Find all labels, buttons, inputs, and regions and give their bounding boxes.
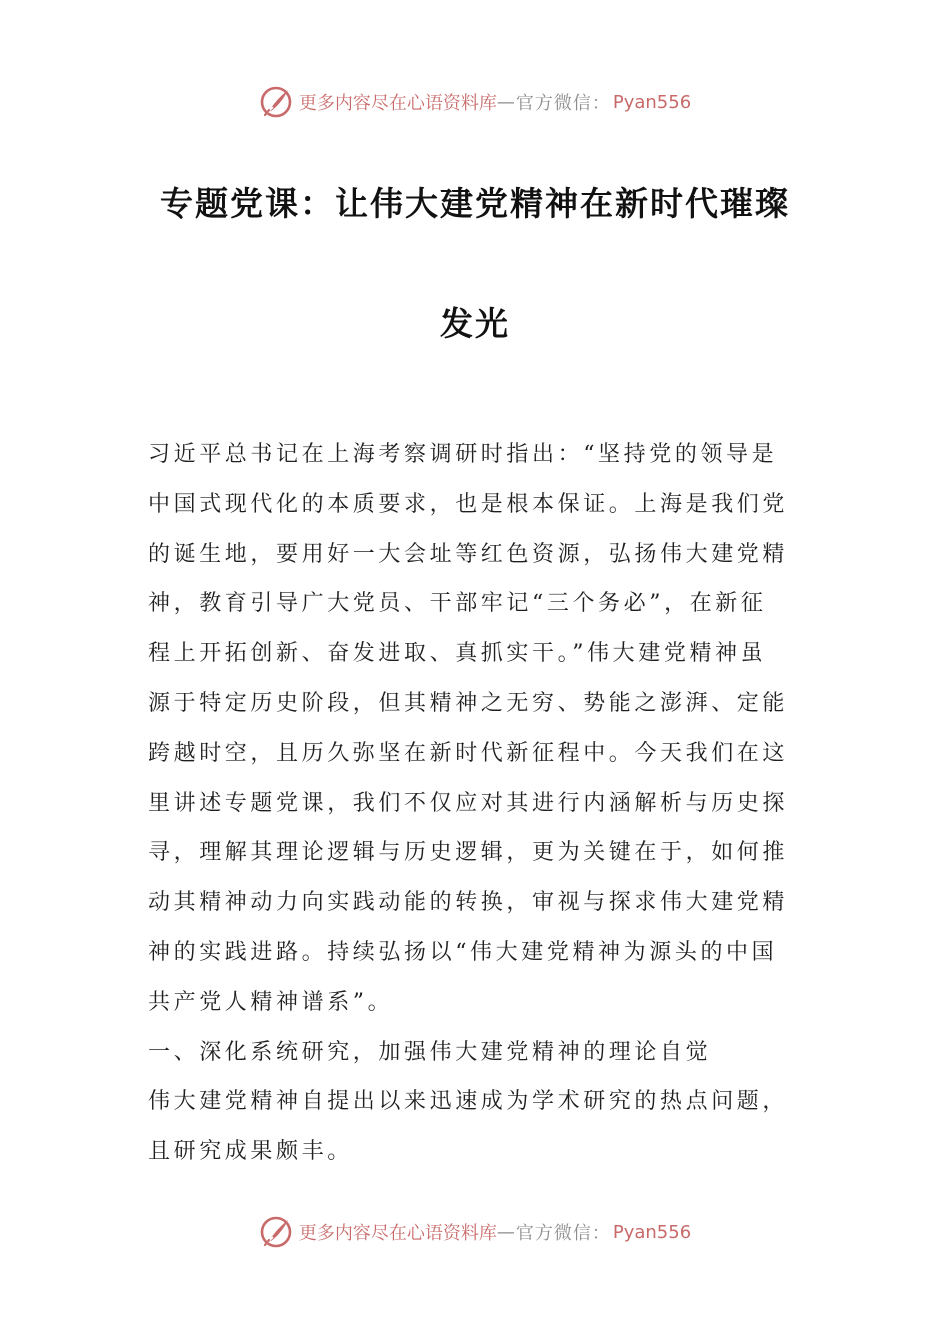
text-line: 动其精神动力向实践动能的转换，审视与探求伟大建党精 <box>148 890 789 916</box>
banner-brand-text: 更多内容尽在心语资料库 <box>298 1223 497 1244</box>
banner-wechat-id: Pyan556 <box>612 91 692 113</box>
text-line: 源于特定历史阶段，但其精神之无穷、势能之澎湃、定能 <box>148 690 789 716</box>
header-banner <box>0 82 950 122</box>
paragraph-2 <box>148 1077 806 1177</box>
text-line: 寻，理解其理论逻辑与历史逻辑，更为关键在于，如何推 <box>148 840 789 866</box>
text-line: 习近平总书记在上海考察调研时指出：“坚持党的领导是 <box>148 442 778 467</box>
text-line: 中国式现代化的本质要求，也是根本保证。上海是我们党 <box>148 491 789 517</box>
text-line: 程上开拓创新、奋发进取、真抓实干。”伟大建党精神虽 <box>148 641 767 667</box>
text-line: 神，教育引导广大党员、干部牢记“三个务必”，在新征 <box>148 591 767 617</box>
section-heading-1 <box>148 1028 806 1078</box>
text-line: 神的实践进路。持续弘扬以“伟大建党精神为源头的中国 <box>148 939 778 965</box>
text-line: 里讲述专题党课，我们不仅应对其进行内涵解析与历史探 <box>148 790 789 816</box>
text-line: 跨越时空，且历久弥坚在新时代新征程中。今天我们在这 <box>148 740 789 766</box>
quill-pen-logo-icon <box>259 85 293 119</box>
text-line: 共产党人精神谱系”。 <box>148 989 394 1015</box>
banner-wechat-id: Pyan556 <box>612 1221 692 1243</box>
heading-text: 一、深化系统研究，加强伟大建党精神的理论自觉 <box>148 1039 712 1065</box>
paragraph-1 <box>148 430 806 1028</box>
banner-official-label: 官方微信： <box>515 93 611 114</box>
banner-separator: — <box>496 91 516 113</box>
text-line: 伟大建党精神自提出以来迅速成为学术研究的热点问题， <box>148 1089 789 1115</box>
text-line: 且研究成果颇丰。 <box>148 1139 353 1165</box>
footer-banner <box>0 1212 950 1252</box>
banner-brand-text: 更多内容尽在心语资料库 <box>298 93 497 114</box>
text-line: 的诞生地，要用好一大会址等红色资源，弘扬伟大建党精 <box>148 541 789 567</box>
document-title-line2: 发光 <box>440 304 510 343</box>
quill-pen-logo-icon <box>259 1215 293 1249</box>
document-title-line1: 专题党课：让伟大建党精神在新时代璀璨 <box>160 184 790 223</box>
document-body <box>148 430 806 1177</box>
banner-official-label: 官方微信： <box>515 1223 611 1244</box>
banner-separator: — <box>496 1221 516 1243</box>
